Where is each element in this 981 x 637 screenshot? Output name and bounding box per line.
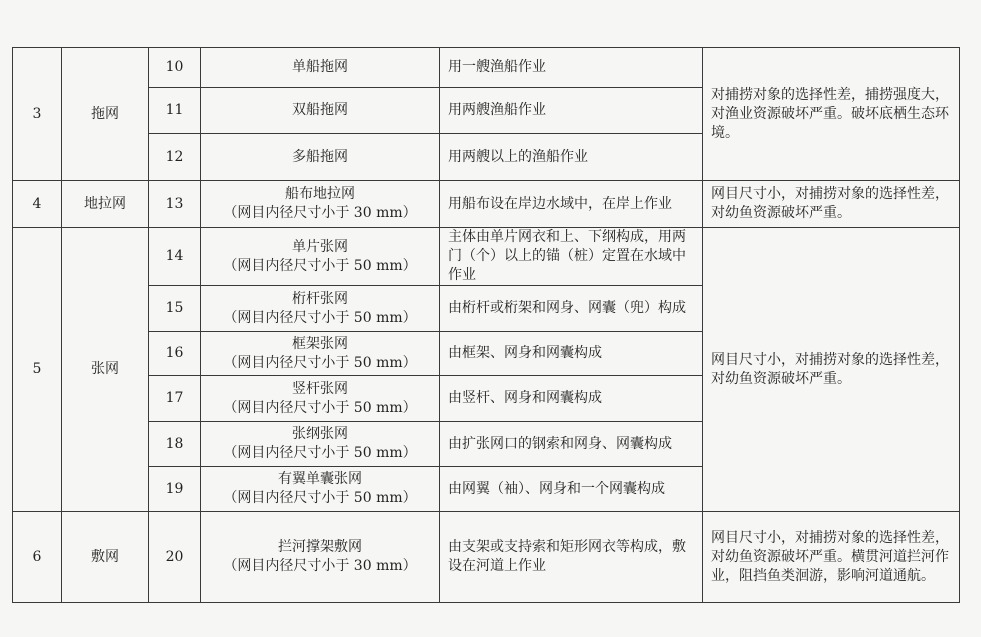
gear-description: 由桁杆或桁架和网身、网囊（兜）构成 bbox=[440, 286, 703, 332]
item-number: 18 bbox=[149, 422, 201, 467]
gear-name: 单片张网 bbox=[292, 238, 348, 255]
item-number: 19 bbox=[149, 467, 201, 512]
item-number: 15 bbox=[149, 286, 201, 332]
gear-name: 有翼单囊张网 bbox=[278, 471, 362, 487]
remark: 网目尺寸小，对捕捞对象的选择性差，对幼鱼资源破坏严重。横贯河道拦河作业，阻挡鱼类洄游，影响河道通航。 bbox=[703, 512, 960, 603]
gear-description: 用两艘以上的渔船作业 bbox=[440, 134, 703, 181]
gear-mesh-spec: （网目内径尺寸小于 50 mm） bbox=[223, 399, 417, 416]
gear-name-cell bbox=[201, 512, 440, 603]
gear-name: 船布地拉网 bbox=[285, 186, 355, 202]
fishing-gear-table bbox=[12, 47, 960, 603]
remark: 网目尺寸小，对捕捞对象的选择性差，对幼鱼资源破坏严重。 bbox=[703, 181, 960, 228]
gear-name-cell bbox=[201, 376, 440, 422]
gear-type: 拖网 bbox=[62, 48, 149, 181]
gear-name: 拦河撑架敷网 bbox=[278, 539, 362, 555]
item-number: 17 bbox=[149, 376, 201, 422]
gear-description: 由框架、网身和网囊构成 bbox=[440, 332, 703, 376]
item-number: 16 bbox=[149, 332, 201, 376]
group-number: 6 bbox=[13, 512, 62, 603]
group-number: 5 bbox=[13, 228, 62, 512]
gear-name: 张纲张网 bbox=[292, 426, 348, 442]
gear-name: 单船拖网 bbox=[201, 48, 440, 88]
remark: 网目尺寸小，对捕捞对象的选择性差，对幼鱼资源破坏严重。 bbox=[703, 228, 960, 512]
gear-description: 用两艘渔船作业 bbox=[440, 88, 703, 134]
gear-name-cell bbox=[201, 467, 440, 512]
gear-description: 用船布设在岸边水域中，在岸上作业 bbox=[440, 181, 703, 228]
gear-mesh-spec: （网目内径尺寸小于 50 mm） bbox=[223, 490, 417, 506]
gear-name-cell bbox=[201, 422, 440, 467]
gear-type: 敷网 bbox=[62, 512, 149, 603]
gear-mesh-spec: （网目内径尺寸小于 50 mm） bbox=[223, 257, 417, 274]
gear-type: 地拉网 bbox=[62, 181, 149, 228]
gear-description: 主体由单片网衣和上、下纲构成，用两门（个）以上的锚（桩）定置在水域中作业 bbox=[440, 228, 703, 286]
gear-mesh-spec: （网目内径尺寸小于 50 mm） bbox=[223, 445, 417, 461]
gear-description: 用一艘渔船作业 bbox=[440, 48, 703, 88]
gear-name: 多船拖网 bbox=[201, 134, 440, 181]
item-number: 13 bbox=[149, 181, 201, 228]
item-number: 10 bbox=[149, 48, 201, 88]
table-row bbox=[13, 48, 960, 88]
table-row bbox=[13, 228, 960, 286]
table-row bbox=[13, 512, 960, 603]
gear-description: 由支架或支持索和矩形网衣等构成，敷设在河道上作业 bbox=[440, 512, 703, 603]
group-number: 4 bbox=[13, 181, 62, 228]
gear-name: 框架张网 bbox=[292, 335, 348, 352]
gear-name-cell bbox=[201, 332, 440, 376]
gear-name-cell bbox=[201, 181, 440, 228]
remark: 对捕捞对象的选择性差，捕捞强度大，对渔业资源破坏严重。破坏底栖生态环境。 bbox=[703, 48, 960, 181]
item-number: 14 bbox=[149, 228, 201, 286]
group-number: 3 bbox=[13, 48, 62, 181]
gear-name-cell bbox=[201, 286, 440, 332]
item-number: 12 bbox=[149, 134, 201, 181]
gear-mesh-spec: （网目内径尺寸小于 30 mm） bbox=[223, 205, 417, 221]
item-number: 11 bbox=[149, 88, 201, 134]
gear-description: 由扩张网口的钢索和网身、网囊构成 bbox=[440, 422, 703, 467]
item-number: 20 bbox=[149, 512, 201, 603]
gear-name-cell bbox=[201, 228, 440, 286]
gear-name: 竖杆张网 bbox=[292, 380, 348, 397]
gear-description: 由网翼（袖）、网身和一个网囊构成 bbox=[440, 467, 703, 512]
gear-description: 由竖杆、网身和网囊构成 bbox=[440, 376, 703, 422]
gear-name: 双船拖网 bbox=[201, 88, 440, 134]
gear-mesh-spec: （网目内径尺寸小于 30 mm） bbox=[223, 558, 417, 574]
gear-type: 张网 bbox=[62, 228, 149, 512]
gear-mesh-spec: （网目内径尺寸小于 50 mm） bbox=[223, 354, 417, 371]
table-row bbox=[13, 181, 960, 228]
gear-name: 桁杆张网 bbox=[292, 290, 348, 307]
gear-mesh-spec: （网目内径尺寸小于 50 mm） bbox=[223, 309, 417, 326]
